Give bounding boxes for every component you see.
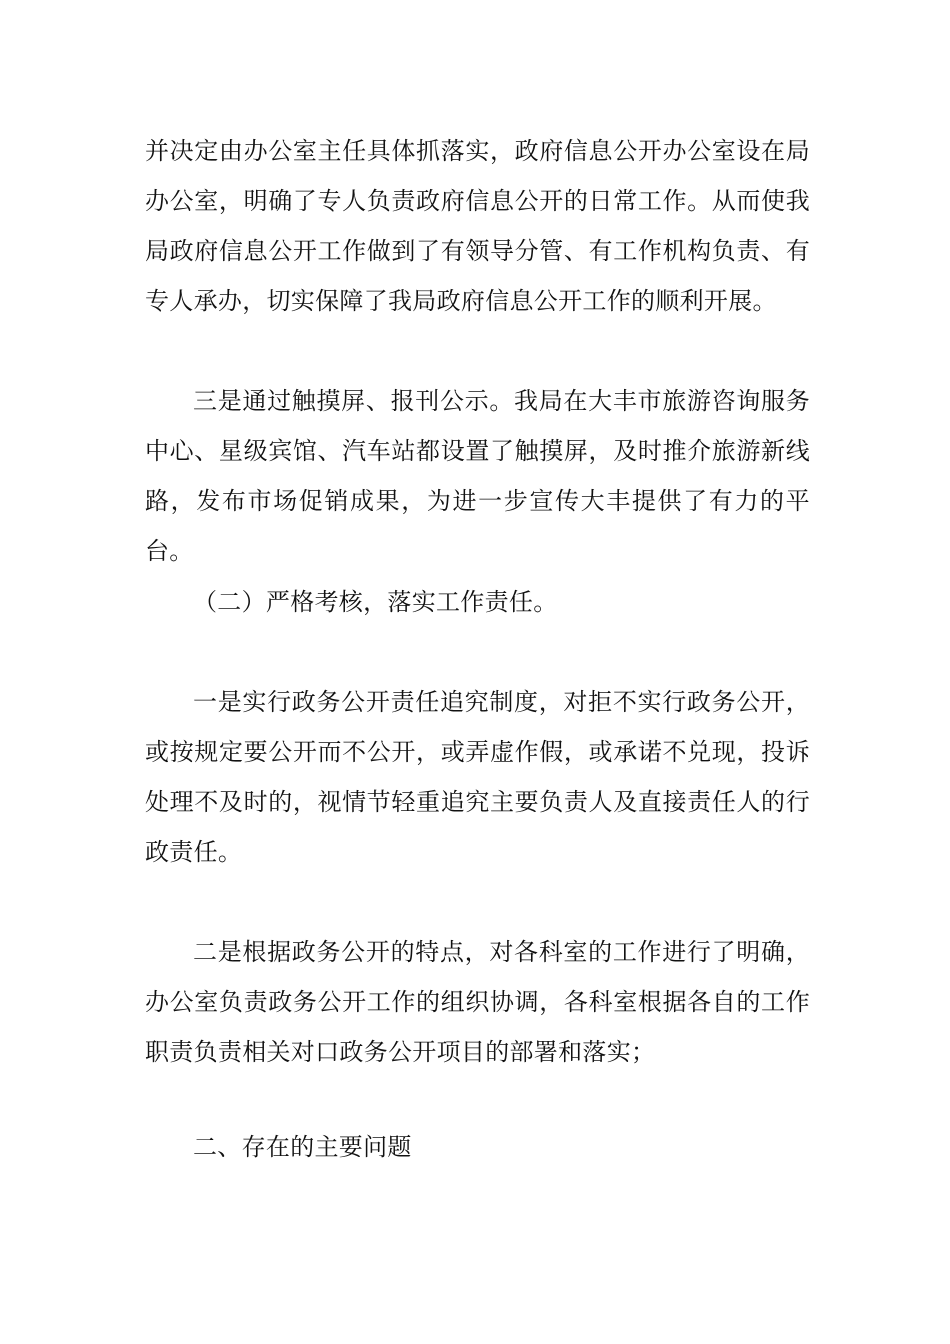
paragraph-continuation: 并决定由办公室主任具体抓落实，政府信息公开办公室设在局办公室，明确了专人负责政府信息公开的日常工作。从而使我局政府信息公开工作做到了有领导分管、有工作机构负责、有专人承办，切实保障了我局政府信息公开工作的顺利开展。: [145, 137, 810, 315]
paragraph-division-of-duties: 二是根据政务公开的特点，对各科室的工作进行了明确，办公室负责政务公开工作的组织协调，各科室根据各自的工作职责负责相关对口政务公开项目的部署和落实；: [145, 938, 810, 1066]
paragraph-accountability: 一是实行政务公开责任追究制度，对拒不实行政务公开，或按规定要公开而不公开，或弄虚作假，或承诺不兑现，投诉处理不及时的，视情节轻重追究主要负责人及直接责任人的行政责任。: [145, 688, 810, 866]
paragraph-touchscreen: 三是通过触摸屏、报刊公示。我局在大丰市旅游咨询服务中心、星级宾馆、汽车站都设置了触摸屏，及时推介旅游新线路，发布市场促销成果，为进一步宣传大丰提供了有力的平台。: [145, 387, 810, 565]
section-heading-problems: 二、存在的主要问题: [193, 1133, 412, 1161]
section-heading-assessment: （二）严格考核，落实工作责任。: [193, 588, 558, 616]
